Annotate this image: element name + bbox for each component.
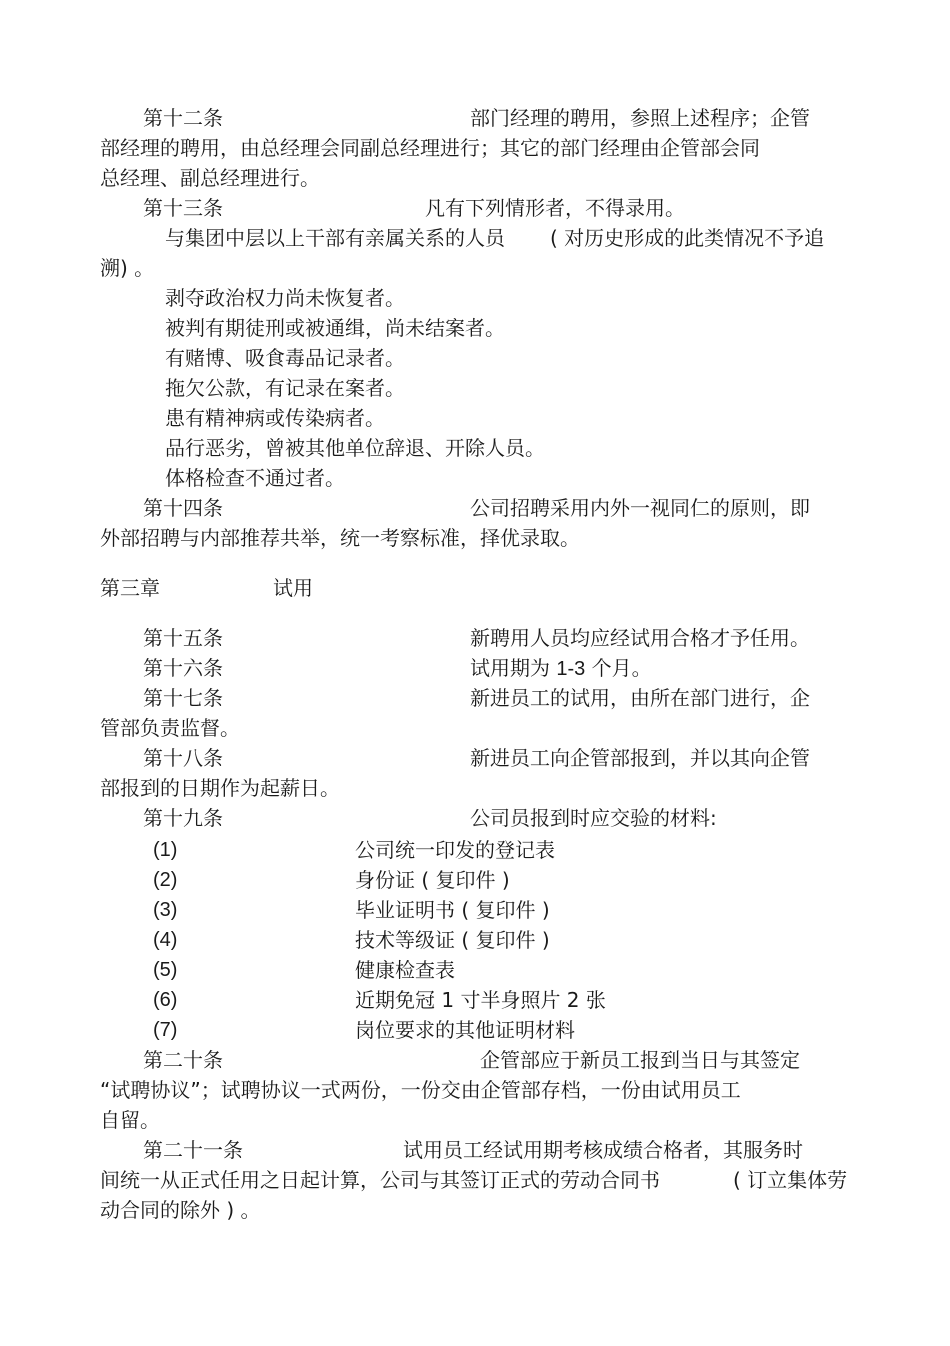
article-21-line-2a: 间统一从正式任用之日起计算，公司与其签订正式的劳动合同书 <box>100 1168 660 1192</box>
material-2-text: 身份证 ( 复印件 ) <box>355 868 510 892</box>
article-13-item-5: 拖欠公款，有记录在案者。 <box>165 376 405 400</box>
article-13-item-8: 体格检查不通过者。 <box>165 466 345 490</box>
article-16-number: 1-3 <box>556 658 586 680</box>
article-13-item-1-cont: 溯) 。 <box>100 256 155 280</box>
material-3-number: (3) <box>153 899 178 921</box>
material-1-number: (1) <box>153 839 178 861</box>
article-21-line-1: 试用员工经试用期考核成绩合格者，其服务时 <box>403 1138 803 1162</box>
article-15-label: 第十五条 <box>143 626 223 650</box>
article-13-item-4: 有赌博、吸食毒品记录者。 <box>165 346 405 370</box>
article-17-line-2: 管部负责监督。 <box>100 716 240 740</box>
material-7-number: (7) <box>153 1019 178 1041</box>
article-13-label: 第十三条 <box>143 196 223 220</box>
article-18-label: 第十八条 <box>143 746 223 770</box>
article-15-text: 新聘用人员均应经试用合格才予任用。 <box>470 626 810 650</box>
article-14-label: 第十四条 <box>143 496 223 520</box>
article-20-line-2: “试聘协议”；试聘协议一式两份，一份交由企管部存档，一份由试用员工 <box>100 1078 741 1102</box>
chapter-number: 第三章 <box>100 576 160 600</box>
material-7-text: 岗位要求的其他证明材料 <box>355 1018 575 1042</box>
material-4-number: (4) <box>153 929 178 951</box>
article-19-text: 公司员报到时应交验的材料: <box>470 806 717 830</box>
article-16-text-a: 试用期为 <box>470 656 550 680</box>
material-4-text: 技术等级证 ( 复印件 ) <box>355 928 550 952</box>
material-2-number: (2) <box>153 869 178 891</box>
article-13-text: 凡有下列情形者，不得录用。 <box>425 196 685 220</box>
article-14-line-2: 外部招聘与内部推荐共举，统一考察标准，择优录取。 <box>100 526 580 550</box>
article-13-item-1-note: ( 对历史形成的此类情况不予追 <box>550 226 825 250</box>
article-21-label: 第二十一条 <box>143 1138 243 1162</box>
article-13-item-1: 与集团中层以上干部有亲属关系的人员 <box>165 226 505 250</box>
material-6-text: 近期免冠 1 寸半身照片 2 张 <box>355 988 606 1012</box>
article-14-line-1: 公司招聘采用内外一视同仁的原则，即 <box>470 496 810 520</box>
article-12-line-3: 总经理、副总经理进行。 <box>100 166 320 190</box>
article-13-item-3: 被判有期徒刑或被通缉，尚未结案者。 <box>165 316 505 340</box>
material-3-text: 毕业证明书 ( 复印件 ) <box>355 898 550 922</box>
material-1-text: 公司统一印发的登记表 <box>355 838 555 862</box>
article-21-line-3: 动合同的除外 ) 。 <box>100 1198 261 1222</box>
article-12-line-1: 部门经理的聘用，参照上述程序；企管 <box>470 106 810 130</box>
article-13-item-7: 品行恶劣，曾被其他单位辞退、开除人员。 <box>165 436 545 460</box>
article-16-text-b: 个月。 <box>591 656 652 680</box>
article-13-item-2: 剥夺政治权力尚未恢复者。 <box>165 286 405 310</box>
article-18-line-2: 部报到的日期作为起薪日。 <box>100 776 340 800</box>
article-12-line-2: 部经理的聘用，由总经理会同副总经理进行；其它的部门经理由企管部会同 <box>100 136 760 160</box>
article-20-line-3: 自留。 <box>100 1108 160 1132</box>
article-18-line-1: 新进员工向企管部报到，并以其向企管 <box>470 746 810 770</box>
article-16-text <box>470 655 652 682</box>
article-20-label: 第二十条 <box>143 1048 223 1072</box>
material-5-number: (5) <box>153 959 178 981</box>
material-6-number: (6) <box>153 989 178 1011</box>
article-20-line-1: 企管部应于新员工报到当日与其签定 <box>480 1048 800 1072</box>
chapter-title: 试用 <box>273 576 313 600</box>
article-19-label: 第十九条 <box>143 806 223 830</box>
article-13-item-6: 患有精神病或传染病者。 <box>165 406 385 430</box>
article-17-line-1: 新进员工的试用，由所在部门进行，企 <box>470 686 810 710</box>
material-5-text: 健康检查表 <box>355 958 455 982</box>
article-17-label: 第十七条 <box>143 686 223 710</box>
article-16-label: 第十六条 <box>143 656 223 680</box>
article-21-line-2b: ( 订立集体劳 <box>733 1168 848 1192</box>
article-12-label: 第十二条 <box>143 106 223 130</box>
